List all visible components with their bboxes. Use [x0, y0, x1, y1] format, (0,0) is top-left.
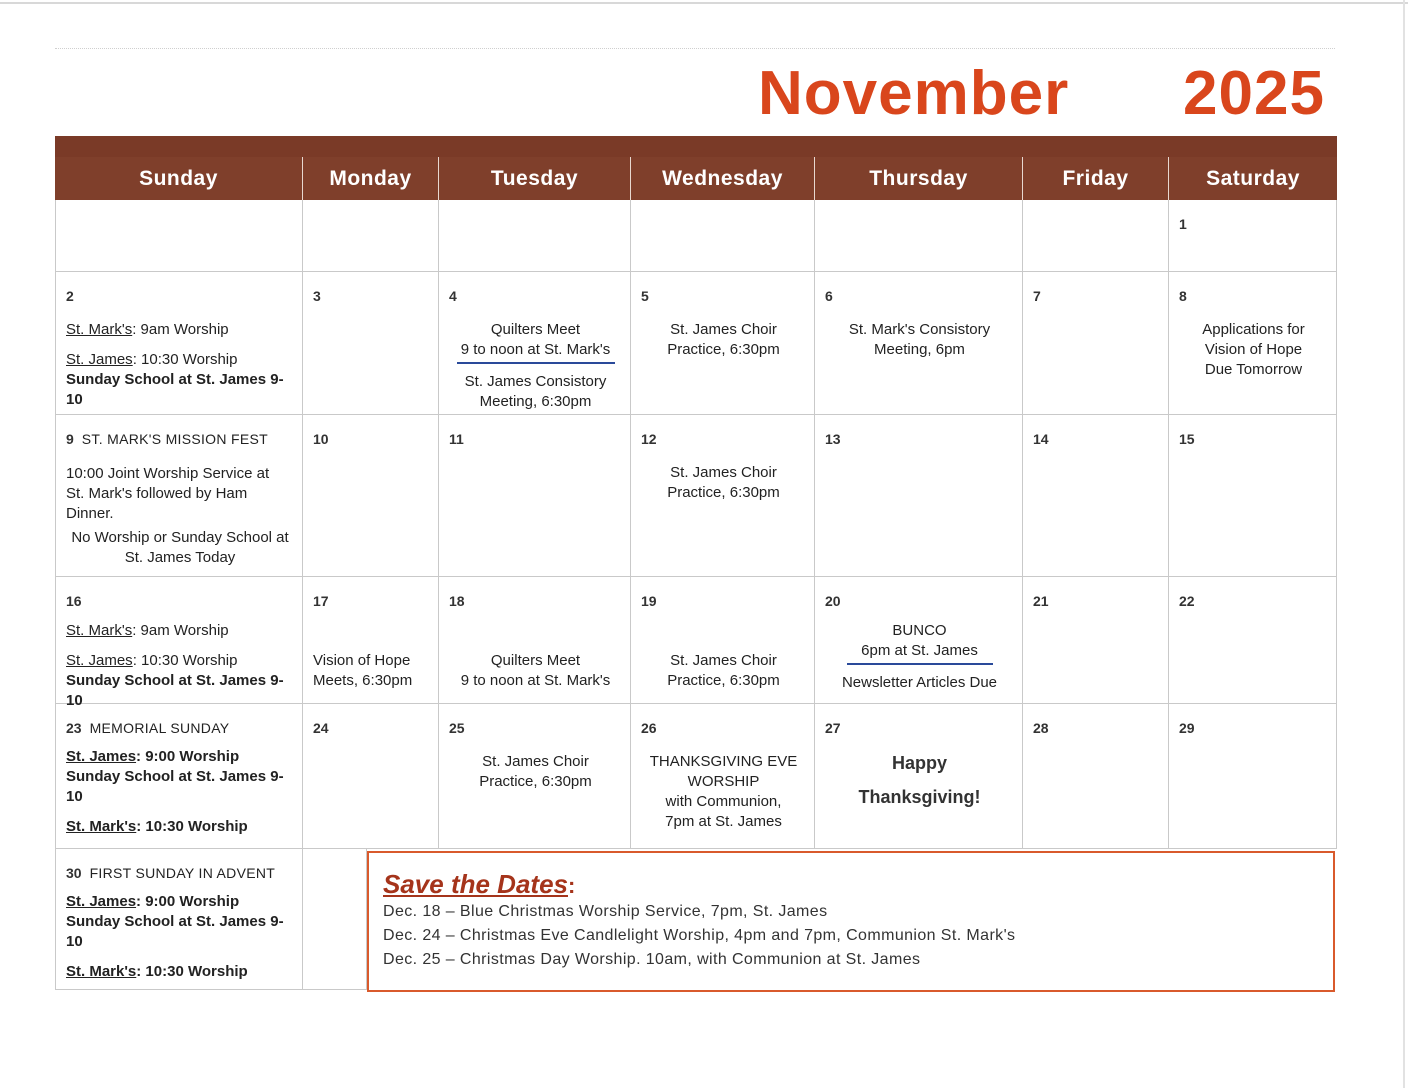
event-st-james-worship: St. James: 10:30 Worship	[66, 351, 238, 368]
day-cell-8	[1169, 272, 1337, 414]
day-number: 9	[66, 431, 74, 447]
event-sunday-school: Sunday School at St. James 9-10	[66, 672, 284, 709]
event-memorial-sunday: MEMORIAL SUNDAY	[89, 720, 230, 736]
event-applications: Applications for Vision of Hope Due Tomorrow	[1202, 321, 1305, 378]
day-number: 10	[313, 431, 329, 447]
day-cell-1	[1169, 200, 1337, 271]
day-number: 2	[66, 288, 74, 304]
header-friday: Friday	[1023, 157, 1169, 200]
day-number: 6	[825, 288, 833, 304]
day-cell-empty	[303, 849, 367, 990]
day-number: 30	[66, 865, 82, 881]
day-cell-10	[303, 415, 439, 576]
day-number: 20	[825, 593, 841, 609]
day-cell-16	[55, 577, 303, 709]
event-newsletter: Newsletter Articles Due	[841, 674, 998, 691]
event-happy-thanksgiving: Happy Thanksgiving!	[858, 753, 981, 807]
calendar-top-bar	[55, 136, 1337, 157]
day-number: 26	[641, 720, 657, 736]
day-cell-2	[55, 272, 303, 414]
event-mission-fest: ST. MARK'S MISSION FEST	[81, 431, 268, 447]
day-cell-empty	[815, 200, 1023, 271]
day-cell-28	[1023, 704, 1169, 848]
day-number: 4	[449, 288, 457, 304]
day-cell-19	[631, 577, 815, 703]
weekday-header-row	[55, 157, 1337, 200]
header-wednesday: Wednesday	[631, 157, 815, 200]
header-monday: Monday	[303, 157, 439, 200]
day-cell-6	[815, 272, 1023, 414]
scan-top-edge	[0, 2, 1408, 4]
event-st-marks-worship: St. Mark's: 10:30 Worship	[66, 818, 248, 835]
day-number: 1	[1179, 216, 1187, 232]
day-number: 16	[66, 593, 82, 609]
header-tuesday: Tuesday	[439, 157, 631, 200]
event-first-sunday-advent: FIRST SUNDAY IN ADVENT	[89, 865, 276, 881]
event-consistory: St. Mark's Consistory Meeting, 6pm	[848, 321, 991, 358]
faint-rule	[55, 48, 1335, 50]
day-cell-empty	[631, 200, 815, 271]
day-number: 12	[641, 431, 657, 447]
event-sunday-school: Sunday School at St. James 9-10	[66, 913, 284, 950]
day-cell-17	[303, 577, 439, 703]
day-cell-15	[1169, 415, 1337, 576]
day-cell-20	[815, 577, 1023, 703]
day-cell-18	[439, 577, 631, 703]
day-cell-29	[1169, 704, 1337, 848]
day-cell-13	[815, 415, 1023, 576]
header-saturday: Saturday	[1206, 166, 1300, 190]
save-date-line: Dec. 24 – Christmas Eve Candlelight Worship, 4pm and 7pm, Communion St. Mark's	[383, 927, 1016, 944]
title-month: November	[758, 59, 1070, 128]
divider-rule	[847, 663, 993, 665]
day-cell-empty	[303, 200, 439, 271]
day-cell-12	[631, 415, 815, 576]
event-no-worship: No Worship or Sunday School at St. James Today	[71, 529, 289, 566]
day-number: 8	[1179, 288, 1187, 304]
week-row-5	[55, 704, 1337, 849]
week-row-3	[55, 415, 1337, 577]
day-cell-7	[1023, 272, 1169, 414]
week-row-4	[55, 577, 1337, 709]
save-the-dates-colon: :	[567, 873, 576, 898]
event-quilters: Quilters Meet 9 to noon at St. Mark's	[460, 652, 611, 689]
day-cell-25	[439, 704, 631, 848]
title-year: 2025	[1183, 59, 1325, 128]
day-number: 17	[313, 593, 329, 609]
day-cell-30	[55, 849, 303, 990]
day-number: 29	[1179, 720, 1195, 736]
day-number: 19	[641, 593, 657, 609]
week-row-1	[55, 200, 1337, 272]
event-choir: St. James Choir Practice, 6:30pm	[667, 652, 780, 689]
day-number: 28	[1033, 720, 1049, 736]
day-cell-empty	[439, 200, 631, 271]
day-cell-23	[55, 704, 303, 848]
day-number: 27	[825, 720, 841, 736]
day-cell-22	[1169, 577, 1337, 703]
day-number: 13	[825, 431, 841, 447]
day-number: 22	[1179, 593, 1195, 609]
header-sunday: Sunday	[55, 157, 303, 200]
save-the-dates-title: Save the Dates	[383, 869, 568, 899]
day-cell-4	[439, 272, 631, 414]
day-number: 23	[66, 720, 82, 736]
event-choir: St. James Choir Practice, 6:30pm	[667, 464, 780, 501]
day-cell-26	[631, 704, 815, 848]
day-cell-empty	[1023, 200, 1169, 271]
day-number: 18	[449, 593, 465, 609]
header-thursday: Thursday	[815, 157, 1023, 200]
week-row-2	[55, 272, 1337, 415]
day-cell-9	[55, 415, 303, 576]
day-number: 11	[449, 431, 464, 447]
event-st-james-worship: St. James: 10:30 Worship	[66, 652, 238, 669]
event-st-marks-worship: St. Mark's: 9am Worship	[66, 622, 229, 639]
event-st-marks-worship: St. Mark's: 9am Worship	[66, 321, 229, 338]
day-number: 7	[1033, 288, 1041, 304]
day-number: 21	[1033, 593, 1049, 609]
event-choir: St. James Choir Practice, 6:30pm	[667, 321, 780, 358]
day-cell-3	[303, 272, 439, 414]
day-number: 15	[1179, 431, 1195, 447]
day-cell-21	[1023, 577, 1169, 703]
event-consistory: St. James Consistory Meeting, 6:30pm	[464, 373, 607, 410]
day-number: 24	[313, 720, 329, 736]
event-quilters: Quilters Meet 9 to noon at St. Mark's	[460, 321, 611, 358]
event-vision-of-hope: Vision of Hope Meets, 6:30pm	[313, 652, 413, 689]
day-number: 14	[1033, 431, 1049, 447]
event-joint-worship: 10:00 Joint Worship Service at St. Mark's followed by Ham Dinner.	[66, 465, 270, 522]
day-number: 25	[449, 720, 465, 736]
event-st-marks-worship: St. Mark's: 10:30 Worship	[66, 963, 248, 980]
event-bunco: BUNCO 6pm at St. James	[861, 622, 978, 659]
save-the-dates-box	[367, 851, 1335, 992]
save-date-line: Dec. 18 – Blue Christmas Worship Service, 7pm, St. James	[383, 903, 828, 920]
day-cell-24	[303, 704, 439, 848]
event-st-james-worship: St. James: 9:00 Worship	[66, 893, 240, 910]
event-sunday-school: Sunday School at St. James 9-10	[66, 768, 284, 805]
event-thanksgiving-eve: THANKSGIVING EVE WORSHIP with Communion, 7pm at St. James	[649, 753, 798, 830]
event-choir: St. James Choir Practice, 6:30pm	[479, 753, 592, 790]
day-cell-empty	[55, 200, 303, 271]
day-cell-11	[439, 415, 631, 576]
day-number: 3	[313, 288, 321, 304]
event-st-james-worship: St. James: 9:00 Worship	[66, 748, 240, 765]
event-sunday-school: Sunday School at St. James 9-10	[66, 371, 284, 408]
day-cell-14	[1023, 415, 1169, 576]
divider-rule	[457, 362, 615, 364]
save-date-line: Dec. 25 – Christmas Day Worship. 10am, with Communion at St. James	[383, 951, 921, 968]
day-number: 5	[641, 288, 649, 304]
day-cell-27	[815, 704, 1023, 848]
day-cell-5	[631, 272, 815, 414]
scan-right-edge	[1403, 0, 1405, 1088]
